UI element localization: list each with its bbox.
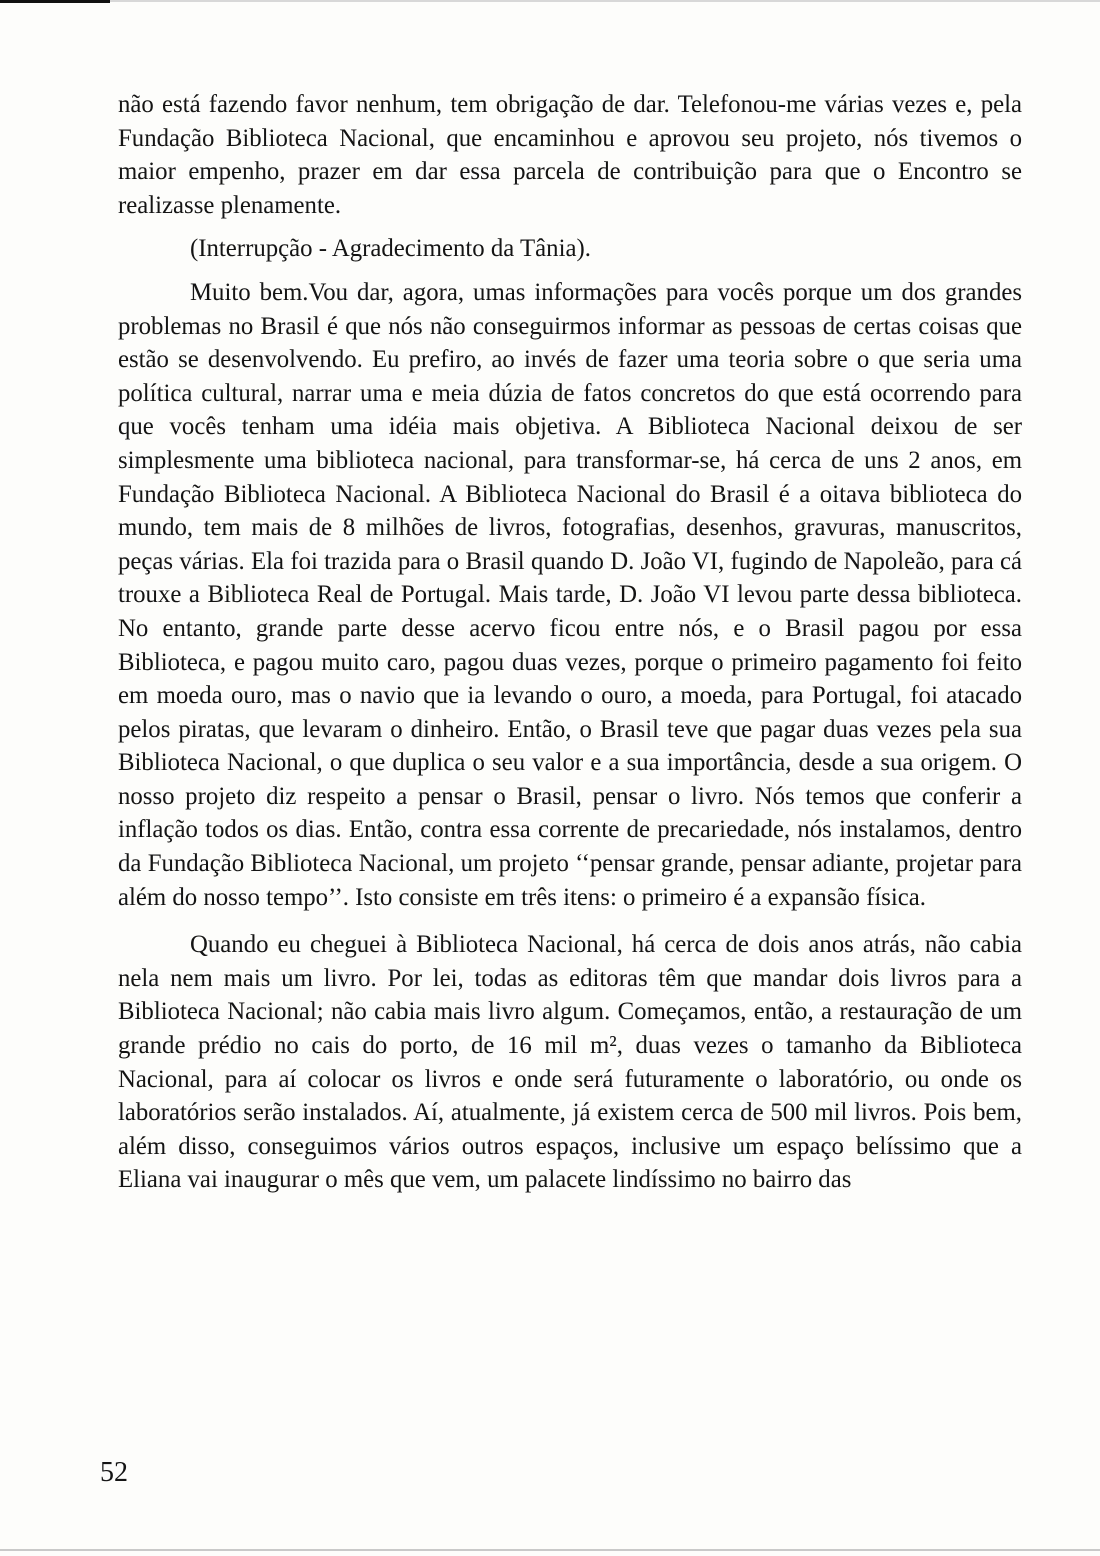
body-text <box>118 88 1022 1197</box>
paragraph-continuation: não está fazendo favor nenhum, tem obrigação de dar. Telefonou-me várias vezes e, pela Fundação Biblioteca Nacional, que encaminhou e aprovou seu projeto, nós tivemos o maior empenho, prazer em dar essa parcela de contribuição para que o Encontro se realizasse plenamente. <box>118 91 1022 219</box>
scan-bottom-edge <box>0 1549 1100 1551</box>
page-number: 52 <box>100 1457 128 1488</box>
scan-top-edge <box>0 0 1100 2</box>
paragraph-interruption: (Interrupção - Agradecimento da Tânia). <box>190 235 591 263</box>
paragraph-expansion: Quando eu cheguei à Biblioteca Nacional, há cerca de dois anos atrás, não cabia nela nem mais um livro. Por lei, todas as editoras têm que mandar dois livros para a Biblioteca Nacional; não cabia mais livro algum. Começamos, então, a restauração de um grande prédio no cais do porto, de 16 mil m², duas vezes o tamanho da Biblioteca Nacional, para aí colocar os livros e onde será futuramente o laboratório, ou onde os laboratórios serão instalados. Aí, atualmente, já existem cerca de 500 mil livros. Pois bem, além disso, conseguimos vários outros espaços, inclusive um espaço belíssimo que a Eliana vai inaugurar o mês que vem, um palacete lindíssimo no bairro das <box>118 931 1022 1194</box>
scan-corner-mark <box>0 0 110 3</box>
paragraph-biblioteca-history: Muito bem.Vou dar, agora, umas informações para vocês porque um dos grandes problemas no Brasil é que nós não conseguirmos informar as pessoas de certas coisas que estão se desenvolvendo. Eu prefiro, ao invés de fazer uma teoria sobre o que seria uma política cultural, narrar uma e meia dúzia de fatos concretos do que está ocorrendo para que vocês tenham uma idéia mais objetiva. A Biblioteca Nacional deixou de ser simplesmente uma biblioteca nacional, para transformar-se, há cerca de uns 2 anos, em Fundação Biblioteca Nacional. A Biblioteca Nacional do Brasil é a oitava biblioteca do mundo, tem mais de 8 milhões de livros, fotografias, desenhos, gravuras, manuscritos, peças várias. Ela foi trazida para o Brasil quando D. João VI, fugindo de Napoleão, para cá trouxe a Biblioteca Real de Portugal. Mais tarde, D. João VI levou parte dessa biblioteca. No entanto, grande parte desse acervo ficou entre nós, e o Brasil pagou por essa Biblioteca, e pagou muito caro, pagou duas vezes, porque o primeiro pagamento foi feito em moeda ouro, mas o navio que ia levando o ouro, a moeda, para Portugal, foi atacado pelos piratas, que levaram o dinheiro. Então, o Brasil teve que pagar duas vezes pela sua Biblioteca Nacional, o que duplica o seu valor e a sua importância, desde a sua origem. O nosso projeto diz respeito a pensar o Brasil, pensar o livro. Nós temos que conferir a inflação todos os dias. Então, contra essa corrente de precariedade, nós instalamos, dentro da Fundação Biblioteca Nacional, um projeto ‘‘pensar grande, pensar adiante, projetar para além do nosso tempo’’. Isto consiste em três itens: o primeiro é a expansão física. <box>118 278 1022 911</box>
